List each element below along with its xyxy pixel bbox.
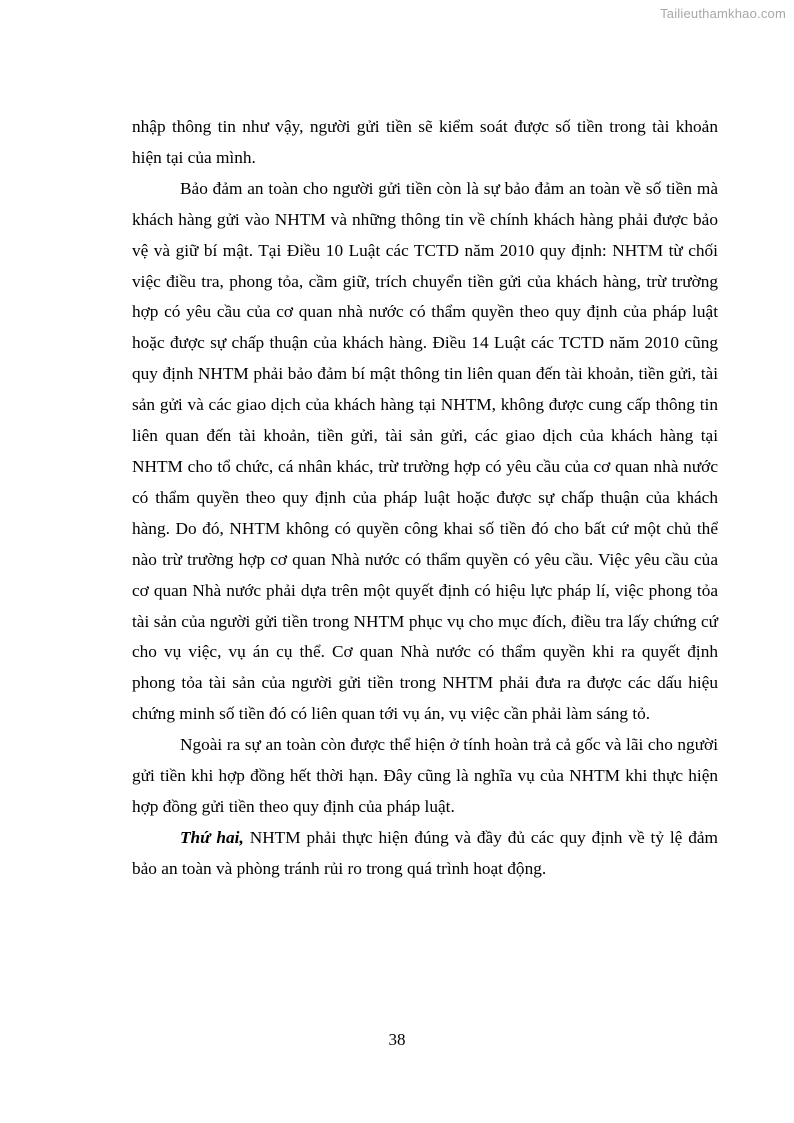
paragraph-lead-phrase: Thứ hai,	[180, 827, 244, 847]
paragraph-continuation: nhập thông tin như vậy, người gửi tiền sẽ kiểm soát được số tiền trong tài khoản hiện tại của mình.	[132, 117, 718, 167]
page-number: 38	[388, 1030, 406, 1049]
watermark-text: Tailieuthamkhao.com	[660, 6, 786, 21]
document-body	[132, 112, 718, 885]
paragraph-second-point-text: NHTM phải thực hiện đúng và đầy đủ các quy định về tỷ lệ đảm bảo an toàn và phòng tránh rủi ro trong quá trình hoạt động.	[132, 827, 718, 878]
paragraph-second-point	[132, 823, 718, 885]
paragraph-depositor-safety: Bảo đảm an toàn cho người gửi tiền còn là sự bảo đảm an toàn về số tiền mà khách hàng gửi vào NHTM và những thông tin về chính khách hàng phải được bảo vệ và giữ bí mật. Tại Điều 10 Luật các TCTD năm 2010 quy định: NHTM từ chối việc điều tra, phong tỏa, cầm giữ, trích chuyển tiền gửi của khách hàng, trừ trường hợp có yêu cầu của cơ quan nhà nước có thẩm quyền theo quy định của pháp luật hoặc được sự chấp thuận của khách hàng. Điều 14 Luật các TCTD năm 2010 cũng quy định NHTM phải bảo đảm bí mật thông tin liên quan đến tài khoản, tiền gửi, tài sản gửi và các giao dịch của khách hàng tại NHTM, không được cung cấp thông tin liên quan đến tài khoản, tiền gửi, tài sản gửi, các giao dịch của khách hàng tại NHTM cho tổ chức, cá nhân khác, trừ trường hợp có yêu cầu của cơ quan nhà nước có thẩm quyền theo quy định của pháp luật hoặc được sự chấp thuận của khách hàng. Do đó, NHTM không có quyền công khai số tiền đó cho bất cứ một chủ thể nào trừ trường hợp cơ quan Nhà nước có thẩm quyền có yêu cầu. Việc yêu cầu của cơ quan Nhà nước phải dựa trên một quyết định có hiệu lực pháp lí, việc phong tỏa tài sản của người gửi tiền trong NHTM phục vụ cho mục đích, điều tra lấy chứng cứ cho vụ việc, vụ án cụ thể. Cơ quan Nhà nước có thẩm quyền khi ra quyết định phong tỏa tài sản của người gửi tiền trong NHTM phải đưa ra được các dấu hiệu chứng minh số tiền đó có liên quan tới vụ án, vụ việc cần phải làm sáng tỏ.	[132, 178, 718, 724]
paragraph-repayment: Ngoài ra sự an toàn còn được thể hiện ở tính hoàn trả cả gốc và lãi cho người gửi tiền khi hợp đồng hết thời hạn. Đây cũng là nghĩa vụ của NHTM khi thực hiện hợp đồng gửi tiền theo quy định của pháp luật.	[132, 735, 718, 816]
